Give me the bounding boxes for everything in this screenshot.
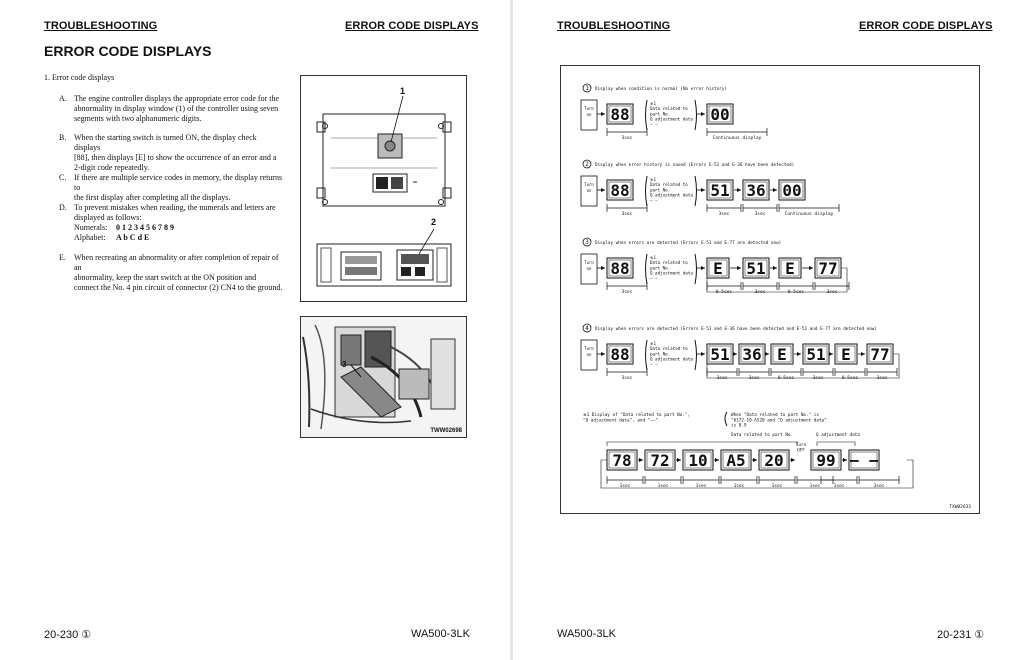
note-bracket-right: [695, 100, 697, 130]
figure-code: TWW02698: [430, 428, 462, 434]
footer-model: WA500-3LK: [557, 628, 616, 640]
bottom-display: 20: [764, 451, 784, 470]
display-code: E: [777, 345, 787, 364]
flow-arrowhead: [809, 266, 813, 270]
note-box-text: − −: [650, 275, 658, 281]
flow-arrowhead: [737, 266, 741, 270]
display-88: 88: [610, 259, 630, 278]
bottom-time-bar-label: 3sec: [873, 484, 885, 489]
flow-arrowhead: [701, 188, 705, 192]
footnote-1: "Q adjustment data", and "−−": [583, 418, 659, 424]
flow-arrowhead: [601, 112, 605, 116]
note-box-text: Data related to: [650, 260, 688, 266]
note-box-text: Q adjustment data: [650, 192, 693, 198]
bottom-display: A5: [726, 451, 746, 470]
section-heading: [44, 73, 114, 83]
display-code: E: [713, 259, 723, 278]
note-box-text: Q adjustment data: [650, 270, 693, 276]
bottom-display: 99: [816, 451, 836, 470]
note-box-text: − −: [650, 121, 658, 127]
time-bar-label: 3sec: [716, 376, 728, 381]
turn-on-label: on: [586, 352, 592, 357]
note-box-text: ※1: [650, 341, 657, 346]
time-bar-label: 3sec: [812, 376, 824, 381]
header-right: ERROR CODE DISPLAYS: [345, 20, 479, 32]
callout-3: 3: [342, 360, 347, 369]
list-item-label: C.: [59, 173, 67, 182]
display-code: 36: [742, 345, 762, 364]
right-page: [513, 0, 1024, 660]
flow-arrowhead: [715, 458, 719, 462]
bottom-display: 72: [650, 451, 670, 470]
time-bar-label: 3sec: [754, 212, 766, 217]
list-item-b: [59, 133, 299, 172]
flow-arrowhead: [701, 352, 705, 356]
note-box-text: Data related to: [650, 106, 688, 112]
display-code: 51: [746, 259, 766, 278]
display-code: 00: [710, 105, 730, 124]
row-number: 4: [585, 325, 589, 333]
note-bracket-left: [646, 100, 648, 130]
flow-arrowhead: [733, 352, 737, 356]
bottom-display: 78: [612, 451, 632, 470]
header-right: ERROR CODE DISPLAYS: [859, 20, 993, 32]
display-code: 00: [782, 181, 802, 200]
display-code: 51: [710, 181, 730, 200]
time-bar-label: Continuous display: [784, 212, 834, 217]
time-bar-label: 3sec: [621, 136, 633, 141]
part-no-bracket: [607, 442, 797, 446]
display-code: 77: [818, 259, 838, 278]
note-bracket-left: [646, 254, 648, 284]
note-box-text: Q adjustment data: [650, 116, 693, 122]
turn-on-label: on: [586, 266, 592, 271]
list-item-text: To prevent mistakes when reading, the numerals and letters are displayed as follows:: [74, 203, 276, 222]
time-bar-label: 3sec: [718, 212, 730, 217]
numerals-value: 0 1 2 3 4 5 6 7 8 9: [116, 223, 174, 232]
time-bar-label: 3sec: [621, 212, 633, 217]
list-item-d: [59, 203, 299, 247]
note-box-text: − −: [650, 197, 658, 203]
turn-on-label: Turn: [584, 260, 594, 265]
row-caption: Display when error history is saved (Errors E-51 and E-36 have been detected): [595, 163, 795, 168]
numerals-label: Numerals:: [74, 223, 108, 232]
row-caption: Display when errors are detected (Errors E-51 and E-36 have been detected and E-51 and E-77 are detected now): [595, 327, 877, 332]
list-item-c: [59, 173, 299, 202]
section-heading-text: 1. Error code displays: [44, 73, 115, 82]
row-number: 3: [585, 239, 589, 247]
display-code: E: [785, 259, 795, 278]
flow-arrowhead: [601, 266, 605, 270]
display-code: 51: [710, 345, 730, 364]
header-left: TROUBLESHOOTING: [557, 20, 671, 32]
q-adj-bracket: [817, 442, 855, 446]
footer-page-number: 20-230 ①: [44, 629, 92, 641]
time-bar-label: 3sec: [876, 376, 888, 381]
note-bracket-left: [646, 176, 648, 206]
note-box-text: Q adjustment data: [650, 356, 693, 362]
time-bar-label: 0.5sec: [777, 376, 795, 381]
flow-arrowhead: [773, 188, 777, 192]
flow-arrowhead: [601, 352, 605, 356]
display-code: 51: [806, 345, 826, 364]
display-code: 36: [746, 181, 766, 200]
page-title: ERROR CODE DISPLAYS: [44, 43, 212, 59]
footnote-2: is 0.9: [731, 423, 747, 429]
display-code: E: [841, 345, 851, 364]
bottom-time-bar-label: 1sec: [733, 484, 745, 489]
note-bracket-right: [695, 176, 697, 206]
footnote-2: "6172-10-A520 and "Q adjustment data": [731, 418, 827, 424]
note-box-text: Data related to: [650, 182, 688, 188]
time-bar-label: 0.5sec: [715, 290, 733, 295]
footer-page-number: 20-231 ①: [937, 629, 985, 641]
q-adjustment-label: Q adjustment data: [816, 433, 860, 438]
time-bar-label: 0.5sec: [787, 290, 805, 295]
bottom-time-bar-label: 1sec: [833, 484, 845, 489]
error-code-diagram: [560, 65, 980, 514]
footnote-1: ※1 Display of "Data related to part No.",: [583, 413, 691, 418]
list-item-a: [59, 94, 299, 126]
row-number: 2: [585, 161, 589, 169]
list-item-text: When recreating an abnormality or after completion of repair of an abnormality, keep the start switch at the ON position and connect the No. 4 pin circuit of connector (2) CN4 to the ground.: [74, 253, 283, 292]
list-item-label: B.: [59, 133, 67, 142]
turn-on-label: Turn: [584, 106, 594, 111]
display-code: 77: [870, 345, 890, 364]
turn-on-label: on: [586, 112, 592, 117]
error-code-diagram-svg: [561, 66, 979, 513]
flow-arrowhead: [737, 188, 741, 192]
callout-2: 2: [431, 217, 437, 227]
bottom-time-bar-label: 1sec: [809, 484, 821, 489]
time-bar-label: 3sec: [621, 376, 633, 381]
row-caption: Display when condition is normal (No error history): [595, 87, 727, 92]
row-number: 1: [585, 85, 589, 93]
footnote-bracket: [725, 412, 727, 426]
turn-on-label: Turn: [584, 182, 594, 187]
row-caption: Display when errors are detected (Errors E-51 and E-77 are detected now): [595, 241, 782, 246]
list-item-text: If there are multiple service codes in memory, the display returns to the first display after completing all the displays.: [74, 173, 283, 202]
list-item-label: D.: [59, 203, 67, 212]
figure-code: TXW02633: [949, 505, 971, 510]
bottom-time-bar-label: 1sec: [771, 484, 783, 489]
footnote-2: When "Data related to part No." is: [731, 413, 819, 418]
list-item-e: [59, 253, 299, 292]
callout-1: 1: [400, 86, 406, 96]
flow-arrowhead: [753, 458, 757, 462]
flow-arrowhead: [843, 458, 847, 462]
connector-photo-figure: [300, 316, 467, 438]
note-box-text: part No.: [650, 187, 671, 193]
time-bar-label: 3sec: [621, 290, 633, 295]
time-bar-label: 0.5sec: [841, 376, 859, 381]
connector-photo-drawing: [301, 317, 466, 437]
note-box-text: ※1: [650, 255, 657, 260]
flow-arrowhead: [773, 266, 777, 270]
note-box-text: part No.: [650, 351, 671, 357]
turn-on-label: on: [586, 188, 592, 193]
flow-arrowhead: [677, 458, 681, 462]
footer-model: WA500-3LK: [411, 628, 470, 640]
note-box-text: part No.: [650, 265, 671, 271]
controller-drawing: [301, 76, 466, 301]
note-box-text: − −: [650, 361, 658, 367]
time-bar-label: 3sec: [748, 376, 760, 381]
time-bar-label: 3sec: [754, 290, 766, 295]
part-no-label: Data related to part No.: [731, 433, 794, 438]
bottom-time-bar-label: 1sec: [619, 484, 631, 489]
controller-figure: [300, 75, 467, 302]
list-item-text: When the starting switch is turned ON, the display check displays [88], then displays [E] to show the occurrence of an error and a 2-digit code repeatedly.: [74, 133, 277, 172]
list-item-label: A.: [59, 94, 67, 103]
display-88: 88: [610, 181, 630, 200]
note-box-text: ※1: [650, 177, 657, 182]
turn-on-label: Turn: [584, 346, 594, 351]
note-box-text: Data related to: [650, 346, 688, 352]
bottom-display: − −: [849, 451, 879, 470]
flow-arrowhead: [765, 352, 769, 356]
note-box-text: ※1: [650, 101, 657, 106]
turn-off-label: Turn: [795, 443, 807, 448]
flow-arrowhead: [601, 188, 605, 192]
flow-arrowhead: [639, 458, 643, 462]
flow-arrowhead: [861, 352, 865, 356]
header-left: TROUBLESHOOTING: [44, 20, 158, 32]
time-bar-label: Continuous display: [712, 136, 762, 141]
note-bracket-right: [695, 254, 697, 284]
display-88: 88: [610, 105, 630, 124]
flow-arrowhead: [797, 352, 801, 356]
bottom-display: 10: [688, 451, 708, 470]
alphabet-label: Alphabet:: [74, 233, 106, 242]
note-bracket-left: [646, 340, 648, 370]
flow-arrowhead: [701, 112, 705, 116]
left-page: [0, 0, 510, 660]
alphabet-value: A b C d E: [116, 233, 150, 242]
note-bracket-right: [695, 340, 697, 370]
list-item-label: E.: [59, 253, 66, 262]
flow-arrowhead: [791, 458, 795, 462]
flow-arrowhead: [701, 266, 705, 270]
flow-arrowhead: [829, 352, 833, 356]
note-box-text: part No.: [650, 111, 671, 117]
bottom-time-bar-label: 1sec: [695, 484, 707, 489]
turn-off-label: OFF: [797, 448, 805, 454]
bottom-time-bar-label: 1sec: [657, 484, 669, 489]
list-item-text: The engine controller displays the appropriate error code for the abnormality in display window (1) of the controller using seven segments with two alphanumeric digits.: [74, 94, 280, 123]
display-88: 88: [610, 345, 630, 364]
time-bar-label: 3sec: [826, 290, 838, 295]
